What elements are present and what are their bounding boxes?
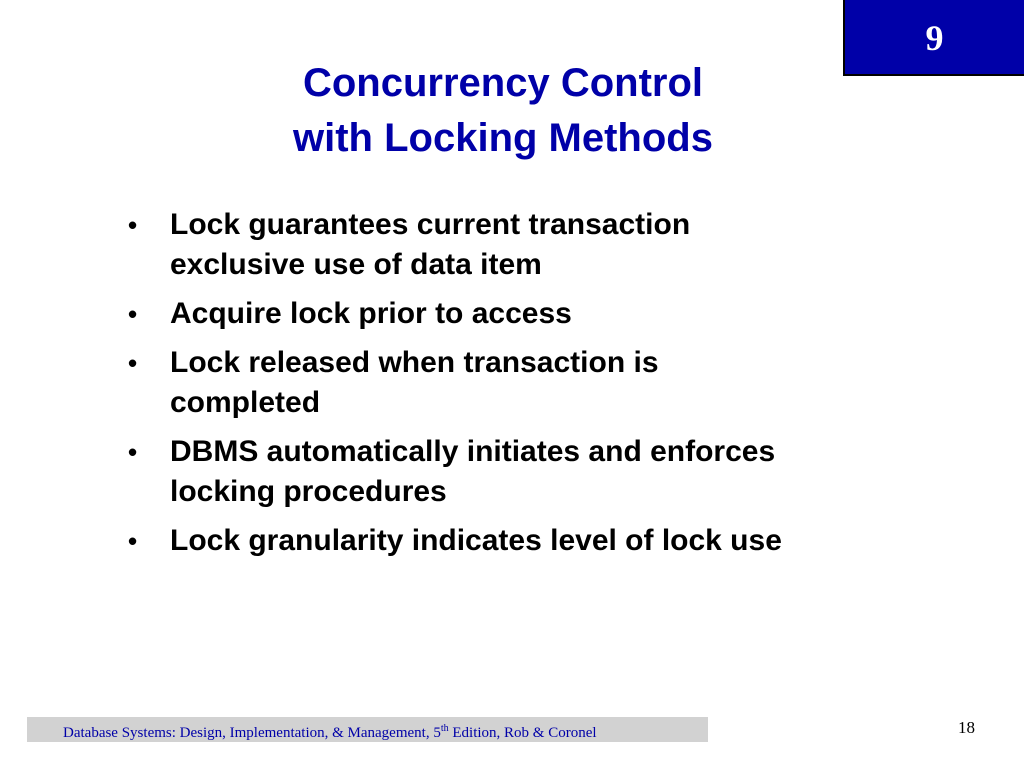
bullet-text-line-1: Lock granularity indicates level of lock use [170, 524, 782, 557]
page-number: 18 [958, 718, 975, 737]
bullet-list [128, 205, 888, 570]
bullet-icon: • [128, 348, 138, 378]
slide-title [150, 56, 856, 166]
chapter-number: 9 [925, 18, 944, 58]
bullet-text-line-2: exclusive use of data item [170, 248, 542, 281]
bullet-item [128, 294, 888, 334]
bullet-text-line-2: completed [170, 386, 321, 419]
bullet-item [128, 432, 888, 512]
slide-title-line-1: Concurrency Control [302, 61, 704, 105]
bullet-text-line-1: Lock released when transaction is [170, 346, 659, 379]
footer-superscript: th [440, 723, 449, 734]
slide-title-line-2: with Locking Methods [293, 116, 713, 160]
footer-bar [27, 717, 708, 742]
chapter-number-badge [843, 0, 1024, 76]
bullet-icon: • [128, 299, 138, 329]
bullet-item [128, 343, 888, 423]
footer-text: Database Systems: Design, Implementation, & Management, 5 [63, 725, 441, 741]
bullet-text-line-2: locking procedures [170, 475, 447, 508]
bullet-icon: • [128, 437, 138, 467]
bullet-item [128, 205, 888, 285]
bullet-icon: • [128, 210, 138, 240]
footer-text-end: Edition, Rob & Coronel [448, 725, 597, 741]
bullet-text-line-1: Lock guarantees current transaction [170, 208, 691, 241]
bullet-item [128, 521, 888, 561]
bullet-text-line-1: DBMS automatically initiates and enforces [170, 435, 776, 468]
bullet-text-line-1: Acquire lock prior to access [170, 297, 572, 330]
bullet-icon: • [128, 526, 138, 556]
